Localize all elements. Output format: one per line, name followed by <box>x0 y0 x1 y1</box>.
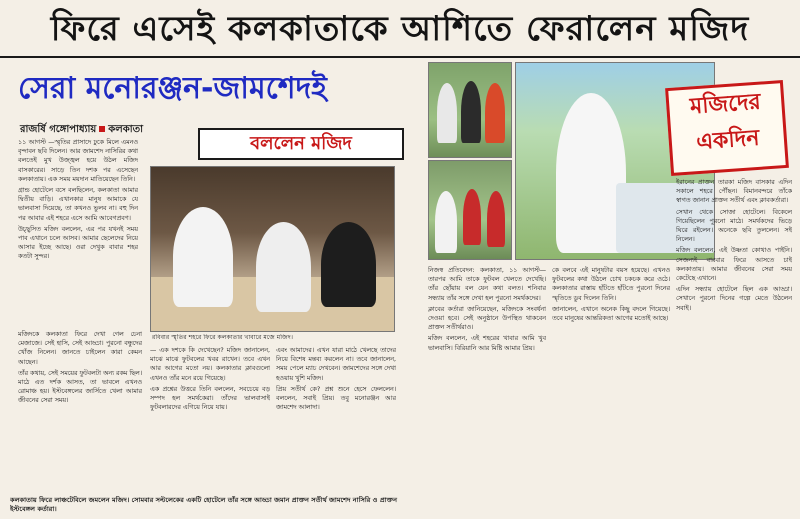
paragraph: নিজস্ব প্রতিবেদন: কলকাতা, ১১ আগস্ট— তারপর আমি তাকে ফুটবল খেলতে দেখেছি। তাঁর ছোঁয়ায় বল যেন কথা বলত। শনিবার সন্ধ্যায় তাঁর সঙ্গে দেখা হল পুরনো সমর্থকদের। <box>428 267 546 302</box>
paragraph: ক্লাবের কর্তারা জানিয়েছেন, মজিদকে সংবর্ধনা দেওয়া হবে। সেই অনুষ্ঠানে উপস্থিত থাকবেন প্রাক্তন সতীর্থরাও। <box>428 305 546 332</box>
article-column-mid-c <box>428 266 546 514</box>
person-figure <box>256 222 311 312</box>
headline-divider <box>0 56 800 58</box>
bottom-photo-caption: কলকাতায় ফিরে লাঞ্চটেবিলে জমলেন মজিদ। সোমবার সল্টলেকের একটি হোটেলে তাঁর সঙ্গে আড্ডা জমান প্রাক্তন সতীর্থ জামশেদ নাসিরি ও প্রাক্তন ইস্টবেঙ্গল কর্তারা। <box>10 496 398 513</box>
feature-stamp: মজিদের একদিন <box>665 80 789 176</box>
paragraph: — এক দশকে কি দেখেছেন? মজিদ জানালেন, মাঝে মাঝে ফুটবলের খবর রাখেন। তবে এখন আর আগের মতো নয়। কলকাতার ক্লাবগুলো এখনও তাঁর মনে রয়ে গিয়েছে। <box>150 347 270 382</box>
paragraph: ইরানের প্রাক্তন তারকা মজিদ বাসকার এদিন সকালে শহরে পৌঁছন। বিমানবন্দরে তাঁকে স্বাগত জানান প্রাক্তন সতীর্থ এবং ক্লাবকর্তারা। <box>676 179 792 205</box>
paragraph: জানালেন, এখানে অনেক কিছু বদলে গিয়েছে। তবে মানুষের আন্তরিকতা আগের মতোই আছে। <box>552 305 670 323</box>
paragraph: মজিদ বললেন, এই শহরের খাবার আমি খুব ভালবাসি। বিরিয়ানি আর মিষ্টি আমার প্রিয়। <box>428 335 546 352</box>
person-figure <box>487 191 505 247</box>
byline-author: রাজর্ষি গঙ্গোপাধ্যায় <box>20 124 97 135</box>
person-figure <box>485 83 505 143</box>
person-figure <box>437 83 457 143</box>
restaurant-photo-caption: রবিবার স্মৃতির শহরে ফিরে কলকাতার খাবারে মজে মজিদ। <box>152 334 293 341</box>
article-column-left-a <box>18 138 138 324</box>
paragraph: কে বলবে এই মানুষটার বয়স হয়েছে। এখনও ফুটবলের কথা উঠলে চোখ চকচক করে ওঠে। কলকাতার রাস্তায় হাঁটতে হাঁটতে পুরনো দিনের স্মৃতিতে ডুব দিলেন তিনি। <box>552 267 670 302</box>
page-headline: ফিরে এসেই কলকাতাকে আশিতে ফেরালেন মজিদ <box>50 9 750 49</box>
paragraph: উচ্ছ্বসিত মজিদ বললেন, এর পর যখনই সময় পাব এখানে চলে আসব। আমার ছেলেদের নিয়ে আসার ইচ্ছে আছে। ওরা দেখুক বাবার শহর কতটা সুন্দর। <box>18 225 138 261</box>
article-column-mid-a <box>150 346 270 494</box>
person-figure <box>435 191 457 253</box>
paragraph: গ্রান্ড হোটেলে বসে বলছিলেন, কলকাতা আমার দ্বিতীয় বাড়ি। এখানকার মানুষ আমাকে যে ভালবাসা দিয়েছে, তা কখনও ভুলব না। বহু দিন পর আবার এই শহরে এসে আমি আবেগপ্রবণ। <box>18 187 138 222</box>
paragraph: এবং আমাদের। এখন যারা মাঠে খেলছে তাদের নিয়ে বিশেষ মন্তব্য করলেন না। তবে জানালেন, সময় পেলে ম্যাচ দেখবেন। জামশেদের সঙ্গে দেখা হওয়ায় খুশি মজিদ। <box>276 347 396 382</box>
paragraph: ১১ আগস্ট —স্মৃতির প্রাসাদে ঢুকে মিলে এমনও বৃন্দাবন ছবি দিলেন। আর জামশেদ নাসিরির কথা বলতেই মুখ উজ্জ্বল হয়ে উঠল মজিদ বাসকারের। সাড়ে তিন দশক পর এসেছেন কলকাতায়। এক সময় ময়দান মাতিয়েছেন তিনি। <box>18 139 138 183</box>
restaurant-photo <box>150 166 395 332</box>
quote-box: বললেন মজিদ <box>198 128 404 160</box>
bullet-square-icon <box>99 126 105 132</box>
article-column-mid-b <box>276 346 396 494</box>
subheadline: সেরা মনোরঞ্জন-জামশেদই <box>18 71 327 106</box>
person-figure <box>321 222 376 307</box>
paragraph: সেখান থেকে সোজা হোটেলে। বিকেলে গিয়েছিলেন পুরনো মাঠে। সমর্থকদের ভিড়ে ঘিরে রইলেন। অনেকে ছবি তুললেন। সই নিলেন। <box>676 208 792 244</box>
players-training-photo <box>428 160 512 260</box>
paragraph: প্রিয় সতীর্থ কে? প্রশ্ন শুনে হেসে ফেললেন। বললেন, সবাই প্রিয়। তবু মনোরঞ্জন আর জামশেদ আলাদা। <box>276 385 396 412</box>
byline <box>20 122 143 139</box>
person-figure <box>173 207 233 307</box>
paragraph: এক প্রশ্নের উত্তরে তিনি বললেন, সবচেয়ে বড় সম্পদ হল সমর্থকেরা। তাঁদের ভালবাসাই ফুটবলারদের এগিয়ে নিয়ে যায়। <box>150 385 270 412</box>
paragraph: তাঁর কথায়, সেই সময়ের ফুটবলটা অন্য রকম ছিল। মাঠে এত দর্শক আসত, তা ভাবলে এখনও রোমাঞ্চ হয়। ইস্টবেঙ্গলের জার্সিতে খেলা আমার জীবনের সেরা সময়। <box>18 369 142 405</box>
byline-place: কলকাতা <box>108 124 144 135</box>
players-group-photo <box>428 62 512 158</box>
paragraph: এদিন সন্ধ্যায় হোটেলে ছিল এক আড্ডা। সেখানে পুরনো দিনের গল্পে মেতে উঠলেন সবাই। <box>676 286 792 312</box>
article-column-mid-d <box>552 266 670 514</box>
article-column-right <box>676 178 792 514</box>
paragraph: মজিদ বললেন, এই উষ্ণতা কোথাও পাইনি। সেজন্যই বারবার ফিরে আসতে চাই কলকাতায়। আমার জীবনের সেরা সময় কেটেছে এখানে। <box>676 247 792 283</box>
paragraph: মজিদকে কলকাতা ফিরে দেখা গেল চেনা মেজাজে। সেই হাসি, সেই আড্ডা। পুরনো বন্ধুদের খোঁজ নিলেন। জানতে চাইলেন কারা কেমন আছেন। <box>18 331 142 366</box>
article-column-left-b <box>18 330 142 494</box>
person-figure <box>463 189 481 245</box>
person-figure <box>461 81 481 143</box>
